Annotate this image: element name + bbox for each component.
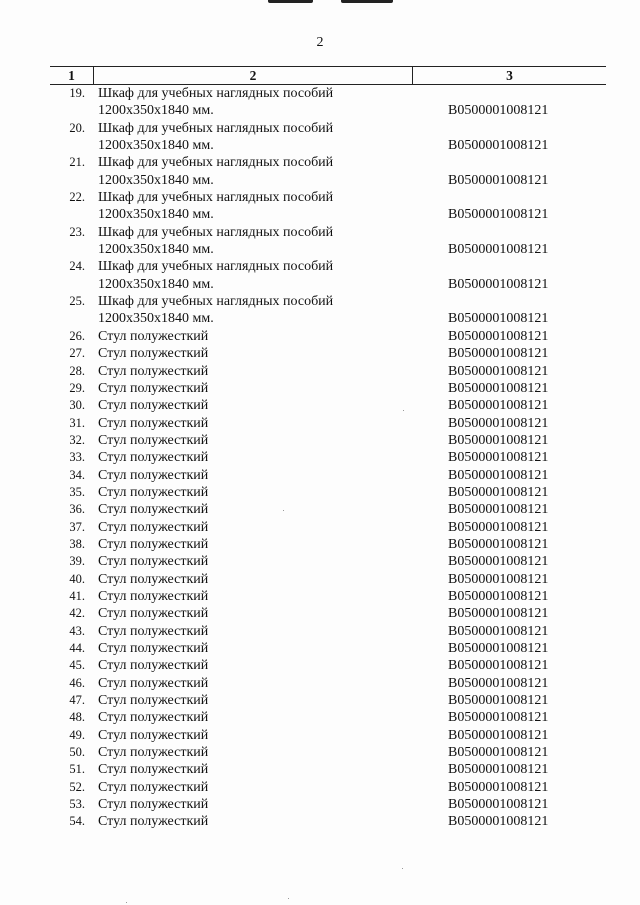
table-row — [50, 432, 606, 449]
table-row — [50, 154, 606, 189]
row-number: 45. — [69, 658, 85, 673]
scan-artifact-right — [341, 0, 393, 3]
table-row — [50, 501, 606, 518]
table-row — [50, 571, 606, 588]
row-number: 31. — [69, 415, 85, 430]
item-code: В0500001008121 — [448, 797, 549, 813]
page-number: 2 — [316, 35, 324, 50]
item-code: В0500001008121 — [448, 519, 549, 535]
row-number: 26. — [69, 328, 85, 343]
item-name: Стул полужесткий — [98, 467, 209, 483]
item-code: В0500001008121 — [448, 606, 549, 622]
scan-speck — [403, 410, 404, 411]
table-row — [50, 709, 606, 726]
item-code: В0500001008121 — [448, 450, 549, 466]
item-code: В0500001008121 — [448, 727, 549, 743]
item-name: Стул полужесткий — [98, 693, 209, 709]
row-number: 52. — [69, 779, 85, 794]
item-code: В0500001008121 — [448, 814, 549, 830]
row-number: 22. — [69, 190, 85, 205]
row-number: 38. — [69, 536, 85, 551]
item-code: В0500001008121 — [448, 346, 549, 362]
row-number: 28. — [69, 363, 85, 378]
row-number: 50. — [69, 745, 85, 760]
item-name: Стул полужесткий — [98, 554, 209, 570]
table-row — [50, 605, 606, 622]
item-code: В0500001008121 — [448, 675, 549, 691]
item-code: В0500001008121 — [448, 103, 549, 119]
item-name: Стул полужесткий — [98, 536, 209, 552]
row-number: 32. — [69, 432, 85, 447]
scan-speck — [126, 902, 127, 903]
row-number: 48. — [69, 710, 85, 725]
item-code: В0500001008121 — [448, 242, 549, 258]
item-code: В0500001008121 — [448, 536, 549, 552]
row-number: 23. — [69, 224, 85, 239]
row-number: 20. — [69, 120, 85, 135]
item-name: Стул полужесткий — [98, 658, 209, 674]
table-row — [50, 640, 606, 657]
scan-speck — [283, 510, 284, 511]
item-name: Стул полужесткий — [98, 710, 209, 726]
table-row — [50, 744, 606, 761]
item-code: В0500001008121 — [448, 658, 549, 674]
item-name: Стул полужесткий — [98, 484, 209, 500]
table-row — [50, 380, 606, 397]
row-number: 35. — [69, 484, 85, 499]
item-name: Стул полужесткий — [98, 450, 209, 466]
item-name: Стул полужесткий — [98, 363, 209, 379]
item-name: Шкаф для учебных наглядных пособий 1200х350х1840 мм. — [98, 294, 334, 327]
item-name: Стул полужесткий — [98, 571, 209, 587]
table-row — [50, 657, 606, 674]
row-number: 53. — [69, 797, 85, 812]
row-number: 25. — [69, 294, 85, 309]
header-col-1: 1 — [68, 68, 75, 83]
row-number: 21. — [69, 155, 85, 170]
item-name: Шкаф для учебных наглядных пособий 1200х350х1840 мм. — [98, 190, 334, 223]
row-number: 44. — [69, 641, 85, 655]
table-row — [50, 588, 606, 605]
row-number: 43. — [69, 623, 85, 638]
row-number: 39. — [69, 554, 85, 569]
table-row — [50, 189, 606, 224]
item-name: Шкаф для учебных наглядных пособий 1200х350х1840 мм. — [98, 155, 334, 188]
item-name: Стул полужесткий — [98, 762, 209, 778]
item-code: В0500001008121 — [448, 363, 549, 379]
table-row — [50, 345, 606, 362]
table-row — [50, 449, 606, 466]
table-row — [50, 467, 606, 484]
table-row — [50, 258, 606, 293]
table-row — [50, 761, 606, 778]
row-number: 41. — [69, 588, 85, 603]
item-name: Стул полужесткий — [98, 398, 209, 414]
item-code: В0500001008121 — [448, 693, 549, 709]
item-code: В0500001008121 — [448, 276, 549, 292]
item-name: Стул полужесткий — [98, 328, 209, 344]
item-code: В0500001008121 — [448, 554, 549, 570]
item-code: В0500001008121 — [448, 398, 549, 414]
item-code: В0500001008121 — [448, 623, 549, 639]
item-code: В0500001008121 — [448, 502, 549, 518]
row-number: 49. — [69, 727, 85, 742]
item-name: Стул полужесткий — [98, 502, 209, 518]
item-name: Стул полужесткий — [98, 415, 209, 431]
item-name: Стул полужесткий — [98, 745, 209, 761]
table-row — [50, 796, 606, 813]
item-name: Стул полужесткий — [98, 519, 209, 535]
items-table — [50, 66, 606, 831]
table-row — [50, 519, 606, 536]
row-number: 37. — [69, 519, 85, 534]
item-name: Шкаф для учебных наглядных пособий 1200х350х1840 мм. — [98, 224, 334, 258]
scan-speck — [402, 868, 403, 869]
item-name: Стул полужесткий — [98, 432, 209, 448]
item-name: Стул полужесткий — [98, 779, 209, 795]
table-row — [50, 553, 606, 570]
table-row — [50, 692, 606, 709]
row-number: 19. — [69, 86, 85, 100]
item-code: В0500001008121 — [448, 328, 549, 344]
table-row — [50, 813, 606, 830]
item-code: В0500001008121 — [448, 467, 549, 483]
row-number: 30. — [69, 398, 85, 413]
item-name: Стул полужесткий — [98, 588, 209, 604]
item-code: В0500001008121 — [448, 571, 549, 587]
table-row — [50, 727, 606, 744]
table-row — [50, 536, 606, 553]
item-code: В0500001008121 — [448, 710, 549, 726]
item-name: Стул полужесткий — [98, 623, 209, 639]
item-code: В0500001008121 — [448, 641, 549, 656]
item-code: В0500001008121 — [448, 432, 549, 448]
item-name: Стул полужесткий — [98, 346, 209, 362]
table-row — [50, 293, 606, 328]
item-code: В0500001008121 — [448, 745, 549, 761]
item-code: В0500001008121 — [448, 207, 549, 223]
row-number: 24. — [69, 259, 85, 274]
table-row — [50, 85, 606, 120]
item-name: Стул полужесткий — [98, 606, 209, 622]
row-number: 54. — [69, 814, 85, 829]
row-number: 29. — [69, 380, 85, 395]
table-row — [50, 397, 606, 414]
item-name: Шкаф для учебных наглядных пособий 1200х350х1840 мм. — [98, 259, 334, 292]
table-header — [50, 66, 606, 85]
item-name: Шкаф для учебных наглядных пособий 1200х350х1840 мм. — [98, 120, 334, 154]
item-code: В0500001008121 — [448, 779, 549, 795]
row-number: 34. — [69, 467, 85, 482]
header-col-2: 2 — [93, 67, 413, 84]
table-row — [50, 120, 606, 155]
row-number: 46. — [69, 675, 85, 690]
item-name: Стул полужесткий — [98, 641, 209, 656]
row-number: 27. — [69, 346, 85, 361]
item-code: В0500001008121 — [448, 138, 549, 154]
table-row — [50, 363, 606, 380]
item-name: Стул полужесткий — [98, 380, 209, 396]
table-row — [50, 328, 606, 345]
table-row — [50, 623, 606, 640]
row-number: 47. — [69, 693, 85, 708]
table-body — [50, 85, 606, 831]
item-code: В0500001008121 — [448, 588, 549, 604]
table-row — [50, 484, 606, 501]
item-code: В0500001008121 — [448, 415, 549, 431]
row-number: 42. — [69, 606, 85, 621]
row-number: 40. — [69, 571, 85, 586]
table-row — [50, 415, 606, 432]
item-code: В0500001008121 — [448, 762, 549, 778]
item-code: В0500001008121 — [448, 380, 549, 396]
scan-speck — [288, 898, 289, 899]
row-number: 36. — [69, 502, 85, 517]
item-name: Стул полужесткий — [98, 675, 209, 691]
scan-artifact-left — [268, 0, 313, 3]
table-row — [50, 779, 606, 796]
item-name: Стул полужесткий — [98, 727, 209, 743]
item-code: В0500001008121 — [448, 484, 549, 500]
item-name: Стул полужесткий — [98, 814, 209, 830]
row-number: 51. — [69, 762, 85, 777]
item-name: Стул полужесткий — [98, 797, 209, 813]
item-code: В0500001008121 — [448, 311, 549, 327]
row-number: 33. — [69, 450, 85, 465]
table-row — [50, 224, 606, 259]
table-row — [50, 675, 606, 692]
item-name: Шкаф для учебных наглядных пособий 1200х350х1840 мм. — [98, 86, 334, 119]
item-code: В0500001008121 — [448, 172, 549, 188]
header-col-3: 3 — [506, 68, 513, 83]
